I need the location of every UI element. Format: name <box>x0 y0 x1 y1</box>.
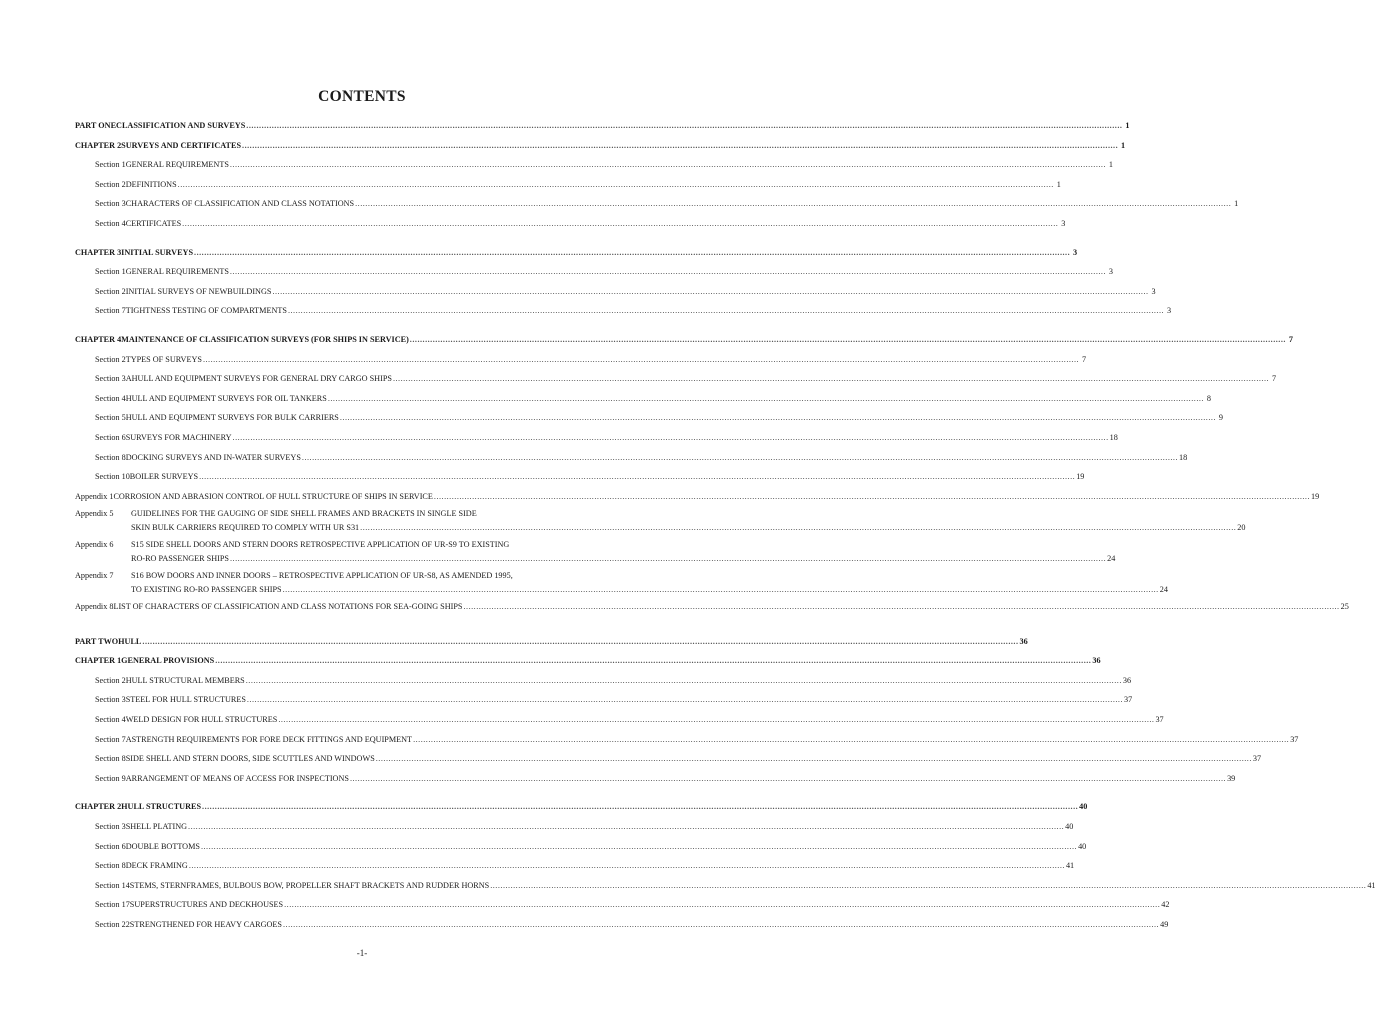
dot-leader <box>230 262 1106 282</box>
toc-section-entry <box>75 690 1133 710</box>
toc-section-entry <box>75 895 1170 915</box>
dot-leader <box>463 600 1339 614</box>
toc-section-entry <box>75 876 1376 896</box>
entry-page: 1 <box>1056 179 1061 189</box>
entry-label: CHAPTER 1 <box>75 656 122 666</box>
entry-page: 36 <box>1019 636 1028 646</box>
entry-label: Appendix 6 <box>75 539 114 549</box>
entry-title: SURVEYS AND CERTIFICATES <box>121 140 242 150</box>
dot-leader <box>189 856 1065 876</box>
dot-leader <box>376 749 1252 769</box>
entry-page: 1 <box>1108 160 1113 170</box>
table-of-contents <box>75 116 1376 935</box>
toc-section-entry <box>75 749 1262 769</box>
entry-title: HULL AND EQUIPMENT SURVEYS FOR BULK CARRIERS <box>125 413 339 423</box>
entry-title: ARRANGEMENT OF MEANS OF ACCESS FOR INSPECTIONS <box>125 773 349 783</box>
entry-page: 9 <box>1218 413 1223 423</box>
entry-title: S16 BOW DOORS AND INNER DOORS – RETROSPECTIVE APPLICATION OF UR-S8, AS AMENDED 1995, <box>131 570 513 580</box>
entry-page: 37 <box>1155 715 1164 725</box>
dot-leader <box>247 690 1123 710</box>
entry-page: 41 <box>1065 861 1075 871</box>
entry-title: DOUBLE BOTTOMS <box>125 841 200 851</box>
entry-page: 40 <box>1079 802 1088 812</box>
entry-page: 3 <box>1061 218 1066 228</box>
entry-page: 3 <box>1151 286 1156 296</box>
entry-title: INITIAL SURVEYS OF NEWBUILDINGS <box>125 286 272 296</box>
entry-title: BOILER SURVEYS <box>129 472 199 482</box>
entry-label: Section 14 <box>95 880 130 890</box>
dot-leader <box>242 136 1118 156</box>
entry-page: 40 <box>1065 822 1074 832</box>
entry-page: 7 <box>1271 374 1277 384</box>
toc-section-entry <box>75 282 1156 302</box>
toc-chapter-entry <box>75 651 1101 671</box>
dot-leader <box>246 671 1122 691</box>
page-title: CONTENTS <box>318 88 406 105</box>
entry-label: Section 2 <box>95 354 126 364</box>
entry-page: 41 <box>1367 880 1376 890</box>
entry-title: HULL <box>118 636 142 646</box>
entry-page: 1 <box>1234 199 1239 209</box>
entry-page: 36 <box>1122 675 1132 685</box>
dot-leader <box>178 175 1054 195</box>
appendix-line <box>75 600 1349 614</box>
dot-leader <box>410 330 1286 350</box>
entry-label: Appendix 5 <box>75 508 114 518</box>
dot-leader <box>328 389 1204 409</box>
entry-page: 1 <box>1121 140 1126 150</box>
toc-section-entry <box>75 214 1066 234</box>
dot-leader <box>393 369 1269 389</box>
entry-page: 19 <box>1076 472 1085 482</box>
entry-label: Section 3 <box>95 822 126 832</box>
entry-page: 8 <box>1206 393 1211 403</box>
entry-label: Section 3 <box>95 695 126 705</box>
entry-page: 20 <box>1237 522 1246 532</box>
dot-leader <box>202 797 1078 817</box>
entry-title: SURVEYS FOR MACHINERY <box>125 432 232 442</box>
toc-part-entry <box>75 632 1028 652</box>
entry-page: 39 <box>1227 773 1236 783</box>
entry-label: Appendix 1 <box>75 491 114 501</box>
dot-leader <box>203 350 1079 370</box>
entry-title: SIDE SHELL AND STERN DOORS, SIDE SCUTTLES AND WINDOWS <box>125 754 375 764</box>
entry-title: DECK FRAMING <box>125 861 188 871</box>
entry-label: Section 8 <box>95 754 126 764</box>
entry-page: 3 <box>1073 247 1078 257</box>
entry-page: 37 <box>1252 754 1262 764</box>
appendix-line <box>75 552 1116 566</box>
entry-label: Section 2 <box>95 675 126 685</box>
toc-chapter-entry <box>75 243 1078 263</box>
entry-label: Section 9 <box>95 773 126 783</box>
entry-title: DEFINITIONS <box>125 179 177 189</box>
entry-title: STEMS, STERNFRAMES, BULBOUS BOW, PROPELLER SHAFT BRACKETS AND RUDDER HORNS <box>129 880 490 890</box>
entry-title: CHARACTERS OF CLASSIFICATION AND CLASS NOTATIONS <box>125 199 355 209</box>
entry-label: Section 7A <box>95 734 132 744</box>
toc-section-entry <box>75 262 1113 282</box>
toc-section-entry <box>75 155 1113 175</box>
entry-page: 36 <box>1092 656 1101 666</box>
toc-section-entry <box>75 730 1299 750</box>
entry-page: 24 <box>1107 553 1116 563</box>
entry-page: 37 <box>1124 695 1133 705</box>
toc-section-entry <box>75 194 1239 214</box>
entry-page: 49 <box>1160 920 1169 929</box>
entry-page: 42 <box>1161 900 1170 910</box>
dot-leader <box>278 710 1154 730</box>
appendix-line <box>75 569 649 583</box>
entry-title: STEEL FOR HULL STRUCTURES <box>125 695 246 705</box>
dot-leader <box>230 552 1106 566</box>
entry-title: TO EXISTING RO-RO PASSENGER SHIPS <box>131 584 282 594</box>
entry-label: Section 8 <box>95 452 126 462</box>
toc-appendix-entry <box>75 490 1320 504</box>
toc-section-entry <box>75 175 1061 195</box>
entry-title: DOCKING SURVEYS AND IN-WATER SURVEYS <box>125 452 301 462</box>
entry-page: 40 <box>1078 841 1087 851</box>
entry-title: HULL AND EQUIPMENT SURVEYS FOR GENERAL DRY CARGO SHIPS <box>131 374 392 384</box>
dot-leader <box>199 467 1075 487</box>
entry-title: CERTIFICATES <box>125 218 182 228</box>
entry-page: 7 <box>1288 334 1293 344</box>
entry-title: GUIDELINES FOR THE GAUGING OF SIDE SHELL FRAMES AND BRACKETS IN SINGLE SIDE <box>131 508 477 518</box>
dot-leader <box>288 301 1164 321</box>
entry-page: 25 <box>1340 601 1349 611</box>
entry-label: Section 3 <box>95 199 126 209</box>
entry-label: Section 22 <box>95 920 130 929</box>
toc-section-entry <box>75 856 1075 876</box>
entry-label: Section 4 <box>95 715 126 725</box>
entry-title: WELD DESIGN FOR HULL STRUCTURES <box>125 715 278 725</box>
entry-label: Section 5 <box>95 413 126 423</box>
toc-chapter-entry <box>75 797 1088 817</box>
entry-label: Section 10 <box>95 472 130 482</box>
entry-title: GENERAL PROVISIONS <box>121 656 215 666</box>
entry-page: 19 <box>1311 491 1320 501</box>
toc-chapter-entry <box>75 136 1126 156</box>
dot-leader <box>230 155 1106 175</box>
toc-appendix-entry <box>75 507 1246 535</box>
entry-title: SHELL PLATING <box>125 822 188 832</box>
dot-leader <box>490 876 1366 896</box>
toc-appendix-entry <box>75 600 1349 614</box>
dot-leader <box>355 194 1231 214</box>
dot-leader <box>283 915 1159 935</box>
entry-label: PART ONE <box>75 121 117 130</box>
entry-title: HULL STRUCTURAL MEMBERS <box>125 675 245 685</box>
toc-section-entry <box>75 710 1164 730</box>
toc-chapter-entry <box>75 330 1293 350</box>
toc-section-entry <box>75 408 1223 428</box>
entry-label: CHAPTER 3 <box>75 247 122 257</box>
dot-leader <box>284 895 1160 915</box>
dot-leader <box>413 730 1289 750</box>
dot-leader <box>360 521 1236 535</box>
entry-title: INITIAL SURVEYS <box>121 247 194 257</box>
entry-title: TIGHTNESS TESTING OF COMPARTMENTS <box>125 306 287 316</box>
entry-title: TYPES OF SURVEYS <box>125 354 202 364</box>
entry-title: CLASSIFICATION AND SURVEYS <box>116 121 246 130</box>
entry-label: Section 2 <box>95 286 126 296</box>
entry-label: Section 17 <box>95 900 130 910</box>
toc-appendix-entry <box>75 569 1168 597</box>
entry-label: CHAPTER 2 <box>75 802 122 812</box>
toc-section-entry <box>75 350 1087 370</box>
entry-label: Section 4 <box>95 218 126 228</box>
dot-leader <box>182 214 1058 234</box>
entry-page: 3 <box>1108 267 1113 277</box>
dot-leader <box>350 769 1226 789</box>
entry-label: Section 4 <box>95 393 126 403</box>
entry-label: Section 2 <box>95 179 126 189</box>
entry-label: CHAPTER 4 <box>75 334 122 344</box>
entry-label: Section 6 <box>95 432 126 442</box>
entry-title: GENERAL REQUIREMENTS <box>125 160 229 170</box>
toc-section-entry <box>75 671 1132 691</box>
entry-label: CHAPTER 2 <box>75 140 122 150</box>
dot-leader <box>194 243 1070 263</box>
toc-section-entry <box>75 837 1087 857</box>
entry-page: 37 <box>1290 734 1299 744</box>
entry-page: 24 <box>1159 584 1168 594</box>
entry-title: STRENGTHENED FOR HEAVY CARGOES <box>129 920 282 929</box>
entry-title: SUPERSTRUCTURES AND DECKHOUSES <box>129 900 284 910</box>
appendix-line <box>75 538 649 552</box>
entry-label: Section 1 <box>95 267 126 277</box>
toc-section-entry <box>75 467 1085 487</box>
entry-title: HULL AND EQUIPMENT SURVEYS FOR OIL TANKERS <box>125 393 327 403</box>
toc-section-entry <box>75 301 1172 321</box>
appendix-line <box>75 490 1320 504</box>
entry-label: Section 8 <box>95 861 126 871</box>
dot-leader <box>434 490 1310 504</box>
dot-leader <box>272 282 1148 302</box>
toc-section-entry <box>75 369 1277 389</box>
entry-title: MAINTENANCE OF CLASSIFICATION SURVEYS (FOR SHIPS IN SERVICE) <box>121 334 409 344</box>
dot-leader <box>233 428 1109 448</box>
entry-title: HULL STRUCTURES <box>121 802 202 812</box>
entry-label: Section 7 <box>95 306 126 316</box>
toc-section-entry <box>75 817 1074 837</box>
entry-page: 18 <box>1179 452 1188 462</box>
dot-leader <box>283 583 1159 597</box>
dot-leader <box>246 116 1122 136</box>
dot-leader <box>201 837 1077 857</box>
toc-section-entry <box>75 915 1169 935</box>
toc-section-entry <box>75 428 1118 448</box>
page-number: -1- <box>356 948 368 958</box>
toc-appendix-entry <box>75 538 1116 566</box>
entry-page: 18 <box>1109 432 1118 442</box>
entry-label: Appendix 7 <box>75 570 114 580</box>
dot-leader <box>340 408 1216 428</box>
toc-section-entry <box>75 769 1236 789</box>
dot-leader <box>302 448 1178 468</box>
entry-label: Section 3A <box>95 374 132 384</box>
dot-leader <box>215 651 1091 671</box>
entry-title: STRENGTH REQUIREMENTS FOR FORE DECK FITTINGS AND EQUIPMENT <box>131 734 413 744</box>
entry-title: SKIN BULK CARRIERS REQUIRED TO COMPLY WITH UR S31 <box>131 522 360 532</box>
dot-leader <box>188 817 1064 837</box>
entry-page: 7 <box>1081 354 1087 364</box>
entry-page: 3 <box>1166 306 1172 316</box>
entry-label: Appendix 8 <box>75 601 114 611</box>
entry-page: 1 <box>1125 121 1130 130</box>
entry-label: PART TWO <box>75 636 119 646</box>
appendix-line <box>75 521 1246 535</box>
entry-title: LIST OF CHARACTERS OF CLASSIFICATION AND CLASS NOTATIONS FOR SEA-GOING SHIPS <box>113 601 463 611</box>
appendix-line <box>75 507 649 521</box>
toc-section-entry <box>75 389 1211 409</box>
entry-title: CORROSION AND ABRASION CONTROL OF HULL STRUCTURE OF SHIPS IN SERVICE <box>113 491 433 501</box>
entry-label: Section 6 <box>95 841 126 851</box>
toc-section-entry <box>75 448 1188 468</box>
entry-label: Section 1 <box>95 160 126 170</box>
entry-title: GENERAL REQUIREMENTS <box>125 267 229 277</box>
dot-leader <box>142 632 1018 652</box>
toc-part-entry <box>75 116 1130 136</box>
appendix-line <box>75 583 1168 597</box>
entry-title: RO-RO PASSENGER SHIPS <box>131 553 229 563</box>
entry-title: S15 SIDE SHELL DOORS AND STERN DOORS RETROSPECTIVE APPLICATION OF UR-S9 TO EXISTING <box>131 539 510 549</box>
